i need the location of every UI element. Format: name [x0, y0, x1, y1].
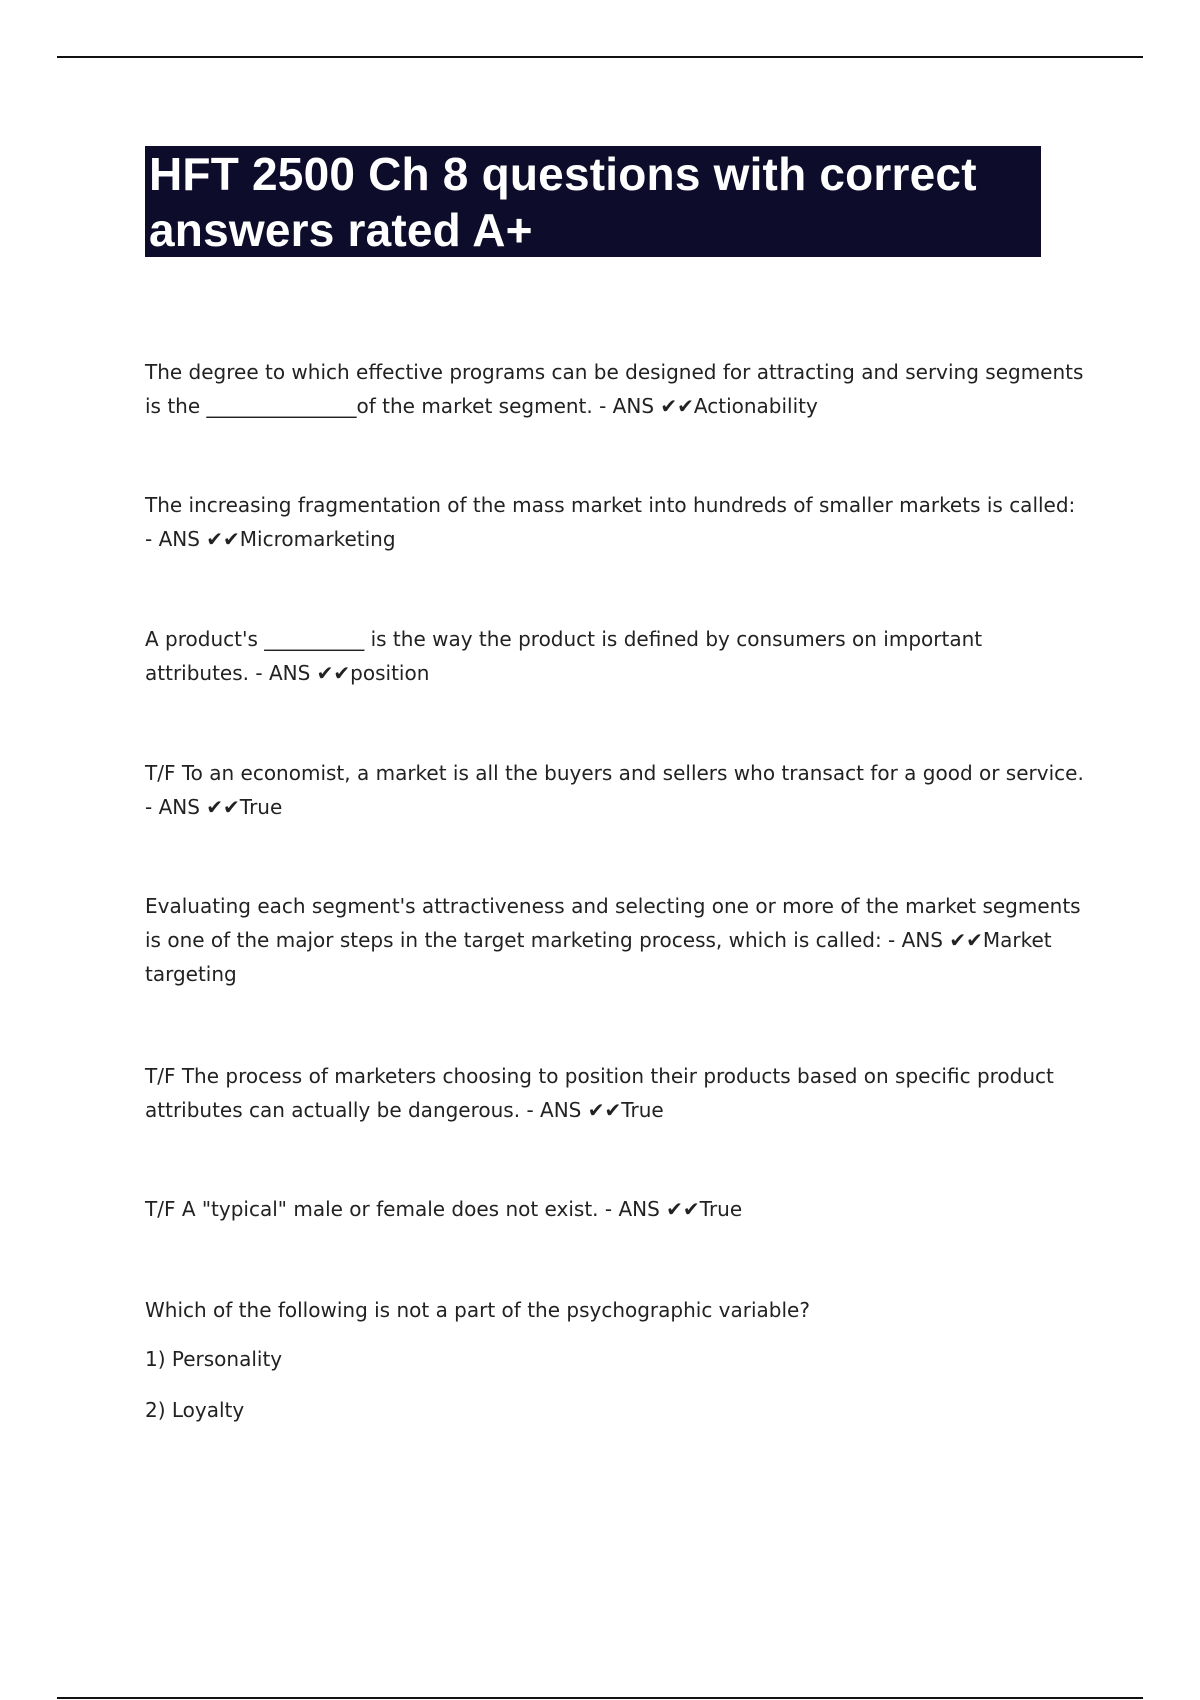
qa-text [145, 1059, 1085, 1127]
answer-separator: - ANS [881, 928, 950, 952]
answer-separator: - ANS [520, 1098, 588, 1122]
qa-item-7 [145, 1192, 1085, 1226]
answer-text: True [621, 1098, 664, 1122]
option-item-1: 1) Personality [145, 1347, 283, 1371]
qa-text [145, 355, 1085, 423]
answer-separator: - ANS [145, 795, 207, 819]
check-mark: ✔✔ [949, 928, 983, 952]
check-mark: ✔✔ [316, 661, 351, 685]
answer-separator: - ANS [598, 1197, 667, 1221]
document-title: HFT 2500 Ch 8 questions with correct answers rated A+ [149, 148, 977, 256]
question-text: The increasing fragmentation of the mass market into hundreds of smaller markets is called: [145, 493, 1076, 517]
qa-item-5 [145, 889, 1085, 991]
answer-text: True [699, 1197, 743, 1221]
document-title-banner [145, 146, 1041, 257]
qa-text [145, 1192, 1085, 1226]
qa-item-2 [145, 488, 1085, 556]
question-text: The degree to which effective programs can be designed for attracting and serving segments is the _______________of the market segment. [145, 360, 1084, 418]
answer-separator: - ANS [592, 394, 661, 418]
qa-item-8 [145, 1293, 1085, 1327]
answer-text: Micromarketing [239, 527, 396, 551]
qa-item-6 [145, 1059, 1085, 1127]
answer-text: Actionability [693, 394, 818, 418]
header-rule [57, 56, 1143, 58]
check-mark: ✔✔ [206, 527, 240, 551]
question-text: T/F A "typical" male or female does not exist. [145, 1197, 599, 1221]
qa-text [145, 889, 1085, 991]
check-mark: ✔✔ [587, 1098, 622, 1122]
qa-text [145, 622, 1085, 690]
qa-text [145, 756, 1085, 824]
question-text: Evaluating each segment's attractiveness and selecting one or more of the market segments is one of the major steps in the target marketing process, which is called: [145, 894, 1081, 952]
answer-separator: - ANS [249, 661, 317, 685]
question-text: A product's __________ is the way the product is defined by consumers on important attributes. [145, 627, 983, 685]
answer-separator: - ANS [145, 527, 207, 551]
question-text: T/F To an economist, a market is all the buyers and sellers who transact for a good or service. [145, 761, 1084, 785]
question-text: Which of the following is not a part of the psychographic variable? [145, 1298, 810, 1322]
qa-text [145, 488, 1085, 556]
qa-item-3 [145, 622, 1085, 690]
check-mark: ✔✔ [666, 1197, 700, 1221]
footer-rule [57, 1697, 1143, 1699]
qa-item-1 [145, 355, 1085, 423]
answer-text: Market targeting [145, 928, 1052, 986]
check-mark: ✔✔ [206, 795, 240, 819]
answer-text: True [239, 795, 283, 819]
qa-item-4 [145, 756, 1085, 824]
answer-text: position [350, 661, 430, 685]
option-item-2: 2) Loyalty [145, 1398, 245, 1422]
question-text: T/F The process of marketers choosing to position their products based on specific product attributes can actually be dangerous. [145, 1064, 1054, 1122]
check-mark: ✔✔ [660, 394, 694, 418]
